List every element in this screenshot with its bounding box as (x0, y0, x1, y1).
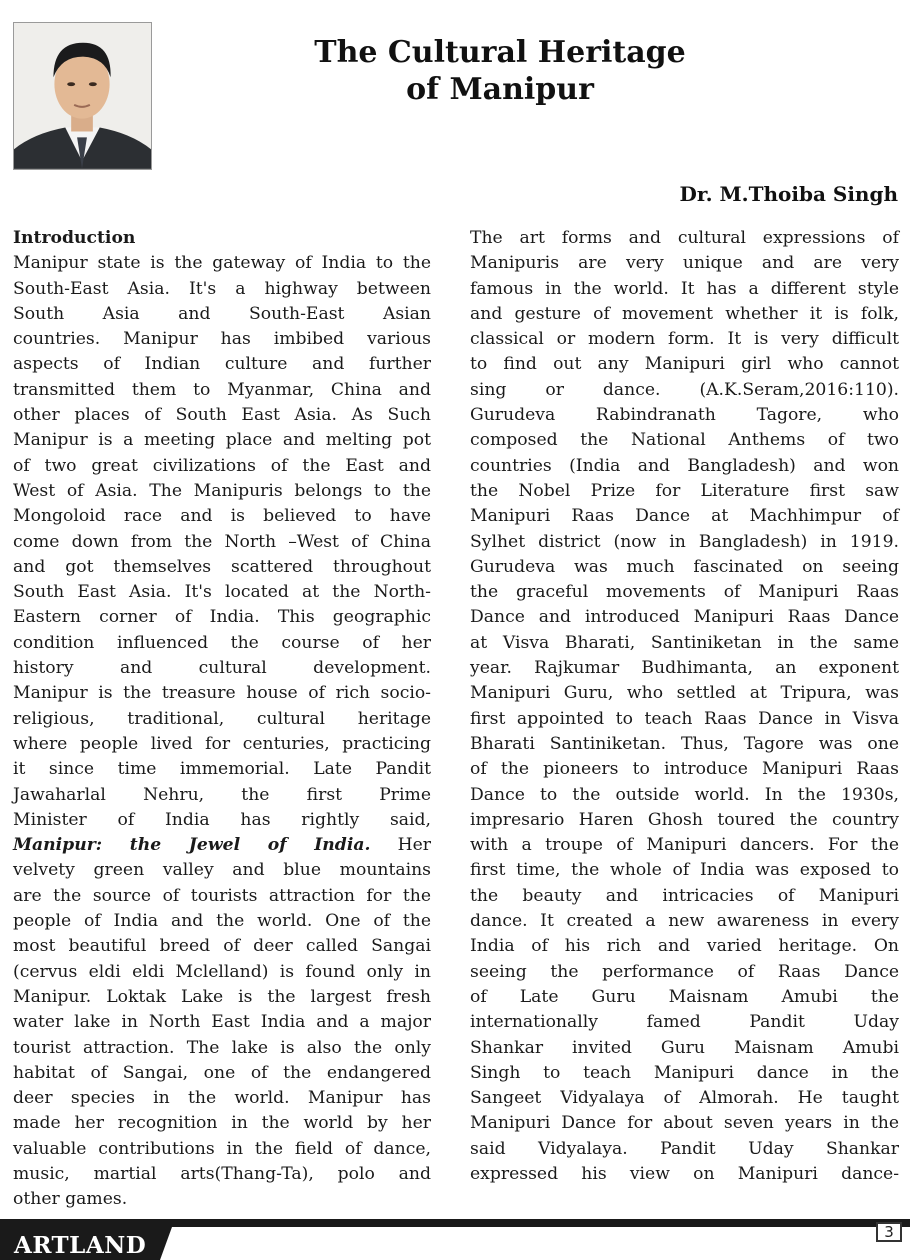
text-line: the Nobel Prize for Literature first saw (470, 480, 899, 501)
text-line: Manipur. Loktak Lake is the largest fresh (13, 986, 431, 1007)
text-line: dance. It created a new awareness in every (470, 911, 899, 932)
text-line: history and cultural development. (13, 658, 431, 679)
text-line: Bharati Santiniketan. Thus, Tagore was one (470, 733, 899, 754)
text-line: of Late Guru Maisnam Amubi the (470, 986, 899, 1007)
article-title (240, 34, 760, 108)
text-line: of the pioneers to introduce Manipuri Raas (470, 759, 899, 780)
text-line: velvety green valley and blue mountains (13, 860, 431, 881)
text-line: Jawaharlal Nehru, the first Prime (13, 784, 431, 805)
text-line: sing or dance. (A.K.Seram,2016:110). (470, 379, 899, 400)
left-last-line: other games. (13, 1189, 128, 1210)
author-photo (13, 22, 152, 170)
page-number: 3 (876, 1222, 902, 1242)
text-line: West of Asia. The Manipuris belongs to the (13, 480, 431, 501)
text-line: water lake in North East India and a major (13, 1012, 431, 1033)
text-line: religious, traditional, cultural heritage (13, 708, 431, 729)
text-line: and got themselves scattered throughout (13, 556, 431, 577)
text-line: come down from the North –West of China (13, 531, 431, 552)
text-line: Manipuri Dance for about seven years in the (470, 1113, 899, 1134)
text-line: Eastern corner of India. This geographic (13, 607, 431, 628)
title-line-1: The Cultural Heritage (314, 35, 686, 70)
text-line: year. Rajkumar Budhimanta, an exponent (470, 658, 899, 679)
text-line: where people lived for centuries, practicing (13, 733, 431, 754)
left-column (13, 226, 431, 1213)
text-line: South-East Asia. It's a highway between (13, 278, 431, 299)
text-line: Manipur is the treasure house of rich socio- (13, 683, 431, 704)
text-line: music, martial arts(Thang-Ta), polo and (13, 1163, 431, 1184)
text-line: tourist attraction. The lake is also the only (13, 1037, 431, 1058)
text-line: impresario Haren Ghosh toured the country (470, 809, 899, 830)
text-line: first appointed to teach Raas Dance in Visva (470, 708, 899, 729)
footer-band (160, 1227, 910, 1260)
text-line: the beauty and intricacies of Manipuri (470, 885, 899, 906)
text-line: Manipur is a meeting place and melting pot (13, 430, 431, 451)
text-line: it since time immemorial. Late Pandit (13, 759, 431, 780)
text-line: said Vidyalaya. Pandit Uday Shankar (470, 1138, 899, 1159)
quote-text: Manipur: the Jewel of India. (13, 835, 371, 856)
title-line-2: of Manipur (406, 72, 594, 107)
text-line: countries (India and Bangladesh) and won (470, 455, 899, 476)
text-line: Dance and introduced Manipuri Raas Dance (470, 607, 899, 628)
text-line: Manipur state is the gateway of India to the (13, 253, 431, 274)
text-line: Manipuri Raas Dance at Machhimpur of (470, 506, 899, 527)
text-line: condition influenced the course of her (13, 632, 431, 653)
text-line: The art forms and cultural expressions of (470, 228, 899, 248)
section-heading: Introduction (13, 228, 136, 248)
text-line: habitat of Sangai, one of the endangered (13, 1062, 431, 1083)
text-line: transmitted them to Myanmar, China and (13, 379, 431, 400)
text-line: Sangeet Vidyalaya of Almorah. He taught (470, 1088, 899, 1109)
text-line: Shankar invited Guru Maisnam Amubi (470, 1037, 899, 1058)
text-line: valuable contributions in the field of dance, (13, 1138, 431, 1159)
text-line: are the source of tourists attraction for the (13, 885, 431, 906)
text-line: other places of South East Asia. As Such (13, 405, 431, 426)
text-line: Sylhet district (now in Bangladesh) in 1919. (470, 531, 899, 552)
author-byline: Dr. M.Thoiba Singh (679, 182, 898, 206)
text-line: with a troupe of Manipuri dancers. For the (470, 835, 899, 856)
quote-line (13, 833, 431, 858)
right-column (470, 226, 899, 1187)
author-portrait-icon (14, 23, 151, 169)
text-line: at Visva Bharati, Santiniketan in the same (470, 632, 899, 653)
text-line: countries. Manipur has imbibed various (13, 329, 431, 350)
text-line: Gurudeva was much fascinated on seeing (470, 556, 899, 577)
quote-after: Her (397, 835, 432, 856)
text-line: composed the National Anthems of two (470, 430, 899, 451)
left-body (13, 251, 431, 833)
text-line: (cervus eldi eldi Mclelland) is found only in (13, 961, 431, 982)
right-body (470, 226, 899, 1187)
text-line: expressed his view on Manipuri dance- (470, 1163, 899, 1184)
text-line: deer species in the world. Manipur has (13, 1088, 431, 1109)
left-body-continued (13, 858, 431, 1187)
text-line: Gurudeva Rabindranath Tagore, who (470, 405, 899, 426)
text-line: made her recognition in the world by her (13, 1113, 431, 1134)
text-line: classical or modern form. It is very difficult (470, 329, 899, 350)
magazine-brand: ARTLAND (14, 1232, 147, 1259)
text-line: to find out any Manipuri girl who cannot (470, 354, 899, 375)
text-line: and gesture of movement whether it is folk, (470, 303, 899, 324)
text-line: Singh to teach Manipuri dance in the (470, 1062, 899, 1083)
text-line: Dance to the outside world. In the 1930s, (470, 784, 899, 805)
text-line: South East Asia. It's located at the North- (13, 582, 431, 603)
text-line: South Asia and South-East Asian (13, 303, 431, 324)
text-line: most beautiful breed of deer called Sangai (13, 936, 431, 957)
text-line: first time, the whole of India was exposed to (470, 860, 899, 881)
text-line: Manipuris are very unique and are very (470, 253, 899, 274)
text-line: the graceful movements of Manipuri Raas (470, 582, 899, 603)
text-line: people of India and the world. One of the (13, 911, 431, 932)
text-line: aspects of Indian culture and further (13, 354, 431, 375)
text-line: Mongoloid race and is believed to have (13, 506, 431, 527)
text-line: seeing the performance of Raas Dance (470, 961, 899, 982)
text-line: internationally famed Pandit Uday (470, 1012, 899, 1033)
text-line: famous in the world. It has a different style (470, 278, 899, 299)
text-line: of two great civilizations of the East and (13, 455, 431, 476)
text-line: Manipuri Guru, who settled at Tripura, was (470, 683, 899, 704)
text-line: Minister of India has rightly said, (13, 809, 431, 830)
text-line: India of his rich and varied heritage. On (470, 936, 899, 957)
